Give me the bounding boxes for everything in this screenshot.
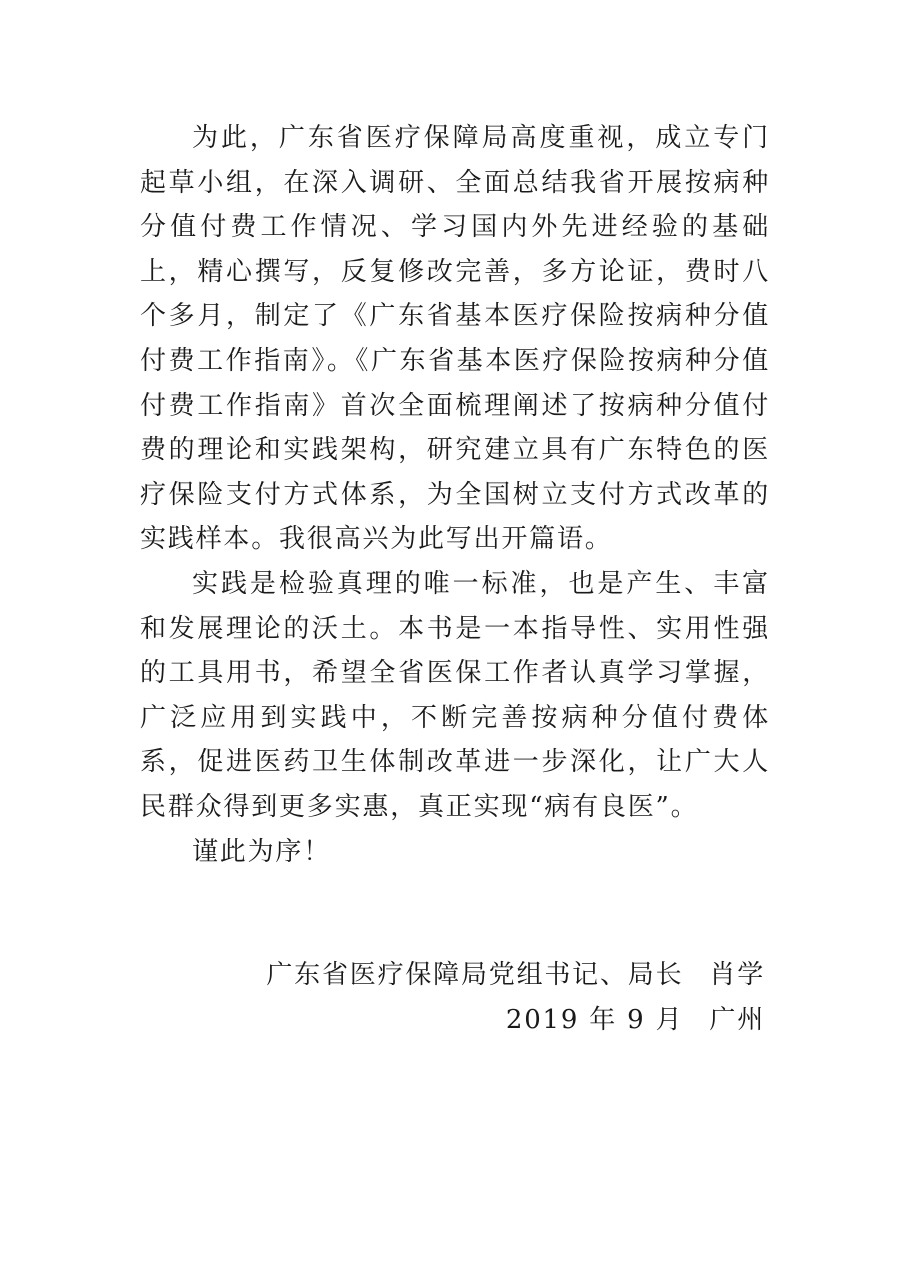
- signature-place: 广州: [709, 1004, 765, 1035]
- signature-block: [266, 953, 765, 1042]
- paragraph-2: 实践是检验真理的唯一标准，也是产生、丰富和发展理论的沃土。本书是一本指导性、实用性强的工具用书，希望全省医保工作者认真学习掌握，广泛应用到实践中，不断完善按病种分值付费体系，促进医药卫生体制改革进一步深化，让广大人民群众得到更多实惠，真正实现“病有良医”。: [140, 568, 770, 822]
- preface-body: [140, 116, 770, 874]
- signature-date-line: [266, 998, 765, 1043]
- author-title: 广东省医疗保障局党组书记、局长: [266, 960, 684, 990]
- signature-date: 2019 年 9 月: [505, 1004, 684, 1035]
- author-name: 肖学: [709, 960, 765, 990]
- paragraph-3: 谨此为序！: [192, 836, 332, 867]
- paragraph-1: 为此，广东省医疗保障局高度重视，成立专门起草小组，在深入调研、全面总结我省开展按病种分值付费工作情况、学习国内外先进经验的基础上，精心撰写，反复修改完善，多方论证，费时八个多月，制定了《广东省基本医疗保险按病种分值付费工作指南》。《广东省基本医疗保险按病种分值付费工作指南》首次全面梳理阐述了按病种分值付费的理论和实践架构，研究建立具有广东特色的医疗保险支付方式体系，为全国树立支付方式改革的实践样本。我很高兴为此写出开篇语。: [140, 123, 770, 555]
- signature-author-line: [266, 953, 765, 998]
